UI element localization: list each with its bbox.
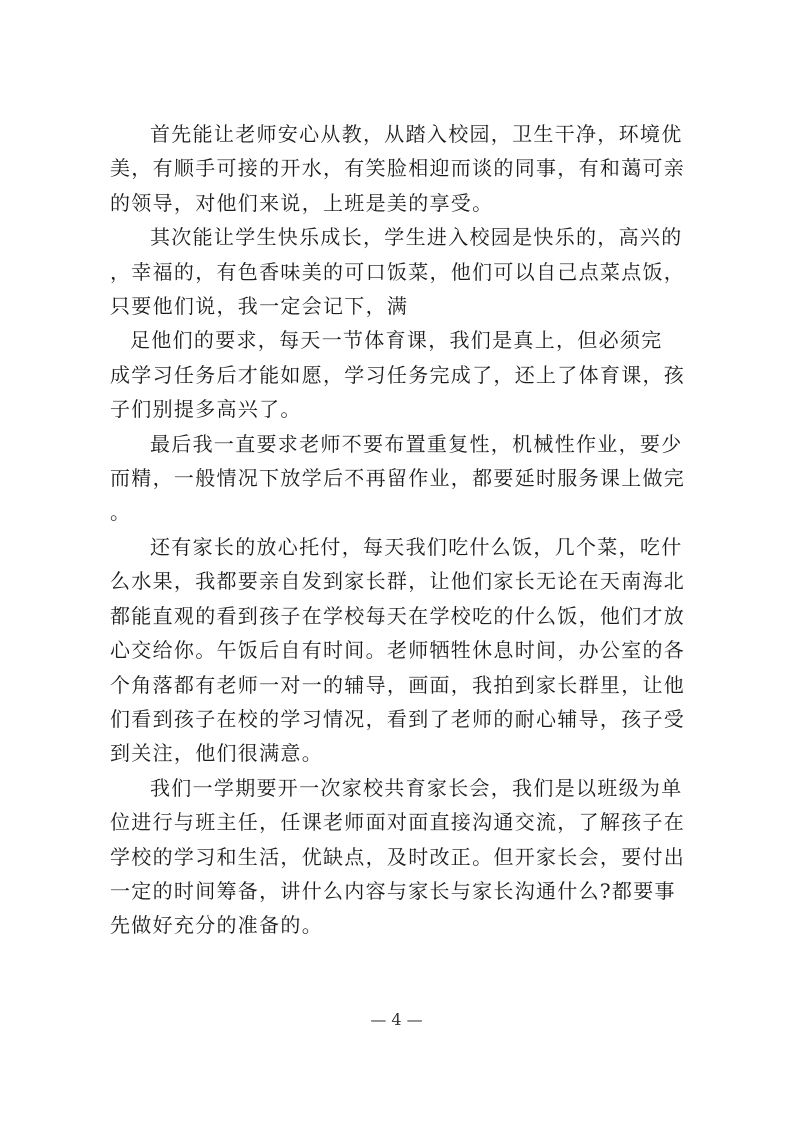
- text-line: 美，有顺手可接的开水，有笑脸相迎而谈的同事，有和蔼可亲: [110, 156, 686, 181]
- text-line: 位进行与班主任，任课老师面对面直接沟通交流，了解孩子在: [110, 810, 686, 835]
- paragraph-3: [110, 323, 700, 426]
- text-line: 首先能让老师安心从教，从踏入校园，卫生干净，环境优: [150, 122, 683, 146]
- text-line: 我们一学期要开一次家校共育家长会，我们是以班级为单: [150, 775, 683, 800]
- text-line: 么水果，我都要亲自发到家长群，让他们家长无论在天南海北: [110, 569, 686, 594]
- text-line: 只要他们说，我一定会记下，满: [110, 294, 409, 319]
- paragraph-5: [110, 530, 700, 771]
- paragraph-2: [110, 220, 700, 323]
- text-line: 到关注，他们很满意。: [110, 741, 323, 766]
- text-line: 其次能让学生快乐成长，学生进入校园是快乐的，高兴的: [150, 225, 683, 250]
- page-number: — 4 —: [370, 1010, 423, 1029]
- text-line: 心交给你。午饭后自有时间。老师牺牲休息时间，办公室的各: [110, 638, 686, 663]
- paragraph-1: [110, 117, 700, 220]
- text-line: 都能直观的看到孩子在学校每天在学校吃的什么饭，他们才放: [110, 603, 686, 628]
- text-line: 个角落都有老师一对一的辅导，画面，我拍到家长群里，让他: [110, 672, 686, 697]
- text-line: 。: [110, 500, 132, 525]
- text-line: 学校的学习和生活，优缺点，及时改正。但开家长会，要付出: [110, 844, 686, 869]
- text-line: 最后我一直要求老师不要布置重复性，机械性作业，要少: [150, 431, 683, 456]
- text-line: 子们别提多高兴了。: [110, 397, 302, 422]
- text-line: 成学习任务后才能如愿，学习任务完成了，还上了体育课，孩: [110, 362, 686, 387]
- text-line: 足他们的要求，每天一节体育课，我们是真上，但必须完: [130, 328, 663, 353]
- text-line: 一定的时间筹备，讲什么内容与家长与家长沟通什么?都要事: [110, 878, 676, 903]
- paragraph-6: [110, 771, 700, 943]
- document-body: [110, 117, 700, 943]
- text-line: 而精，一般情况下放学后不再留作业，都要延时服务课上做完: [110, 466, 686, 491]
- text-line: 先做好充分的准备的。: [110, 913, 323, 938]
- paragraph-4: [110, 427, 700, 530]
- text-line: 的领导，对他们来说，上班是美的享受。: [110, 190, 494, 215]
- text-line: ，幸福的，有色香味美的可口饭菜，他们可以自己点菜点饭，: [110, 259, 686, 284]
- text-line: 们看到孩子在校的学习情况，看到了老师的耐心辅导，孩子受: [110, 706, 686, 731]
- text-line: 还有家长的放心托付，每天我们吃什么饭，几个菜，吃什: [150, 534, 683, 559]
